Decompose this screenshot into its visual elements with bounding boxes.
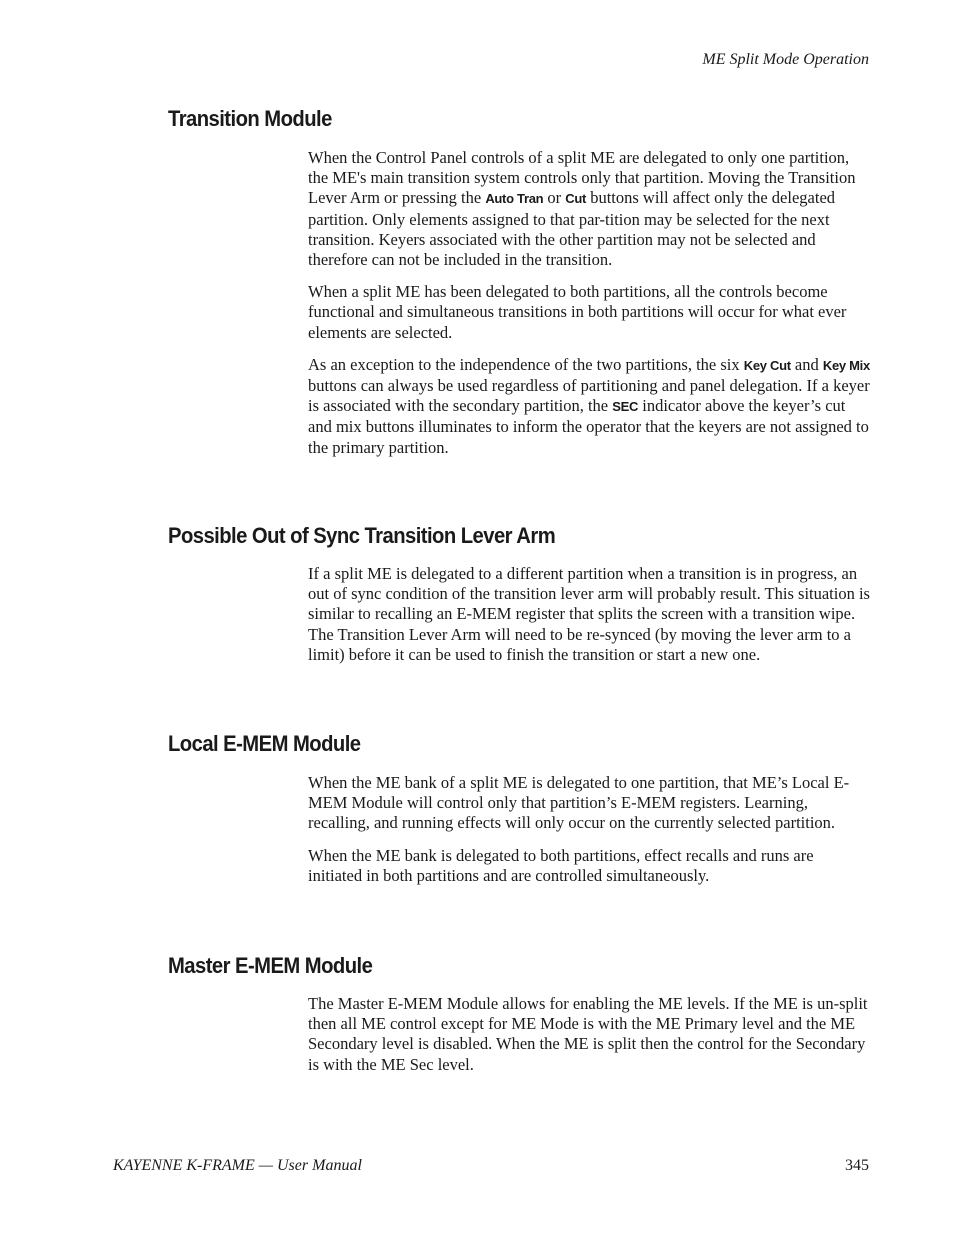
auto-tran-button-label: Auto Tran — [485, 191, 544, 207]
paragraph — [308, 994, 870, 1075]
heading-transition-module: Transition Module — [168, 106, 332, 131]
paragraph — [308, 846, 870, 886]
footer-page-number: 345 — [845, 1157, 869, 1174]
section-master-emem-body — [308, 994, 870, 1087]
heading-master-emem-module: Master E-MEM Module — [168, 953, 373, 978]
section-out-of-sync-body — [308, 564, 870, 677]
text-run: The Master E-MEM Module allows for enabling the ME levels. If the ME is un-split then all ME control except for ME Mode is with the ME Primary level and the ME Secondary level is disabled. When the ME is split then the control for the Secondary is with the ME Sec level. — [308, 994, 868, 1074]
text-run: When the Control Panel controls of a split ME are delegated to only one partition, the ME's main transition system controls only that partition. Moving the Transition Lever Arm or pressing the — [308, 148, 856, 208]
text-run: and — [790, 354, 823, 374]
section-transition-module-body — [308, 148, 870, 470]
text-run: When a split ME has been delegated to both partitions, all the controls become functional and simultaneous transitions in both partitions will occur for what ever elements are selected. — [308, 282, 847, 342]
running-header: ME Split Mode Operation — [702, 51, 869, 68]
section-local-emem-body — [308, 773, 870, 898]
paragraph — [308, 148, 870, 270]
text-run: indicator above the keyer’s cut and mix buttons illuminates to inform the operator that the keyers are not assigned to the primary partition. — [308, 396, 869, 457]
text-run: or — [543, 188, 566, 208]
text-run: When the ME bank is delegated to both partitions, effect recalls and runs are initiated in both partitions and are controlled simultaneously. — [308, 845, 814, 885]
text-run: buttons will affect only the delegated partition. Only elements assigned to that par-tition may be selected for the next transition. Keyers associated with the other partition may not be selected and therefore can not be included in the transition. — [308, 188, 836, 270]
key-mix-button-label: Key Mix — [822, 357, 870, 373]
paragraph — [308, 564, 870, 665]
text-run: buttons can always be used regardless of partitioning and panel delegation. If a keyer is associated with the secondary partition, the — [308, 376, 870, 416]
text-run: As an exception to the independence of the two partitions, the six — [308, 354, 744, 374]
heading-out-of-sync-lever-arm: Possible Out of Sync Transition Lever Arm — [168, 523, 556, 548]
sec-indicator-label: SEC — [612, 399, 639, 415]
heading-local-emem-module: Local E-MEM Module — [168, 731, 361, 756]
footer-manual-title: KAYENNE K-FRAME — User Manual — [113, 1157, 362, 1174]
text-run: When the ME bank of a split ME is delegated to one partition, that ME’s Local E-MEM Module will control only that partition’s E-MEM registers. Learning, recalling, and running effects will only occur on the currently selected partition. — [308, 773, 850, 833]
paragraph — [308, 355, 870, 458]
cut-button-label: Cut — [565, 191, 587, 207]
paragraph — [308, 282, 870, 343]
text-run: If a split ME is delegated to a different partition when a transition is in progress, an out of sync condition of the transition lever arm will probably result. This situation is similar to recalling an E-MEM register that splits the screen with a transition wipe. The Transition Lever Arm will need to be re-synced (by moving the lever arm to a limit) before it can be used to finish the transition or start a new one. — [308, 564, 870, 664]
key-cut-button-label: Key Cut — [743, 357, 791, 373]
paragraph — [308, 773, 870, 834]
